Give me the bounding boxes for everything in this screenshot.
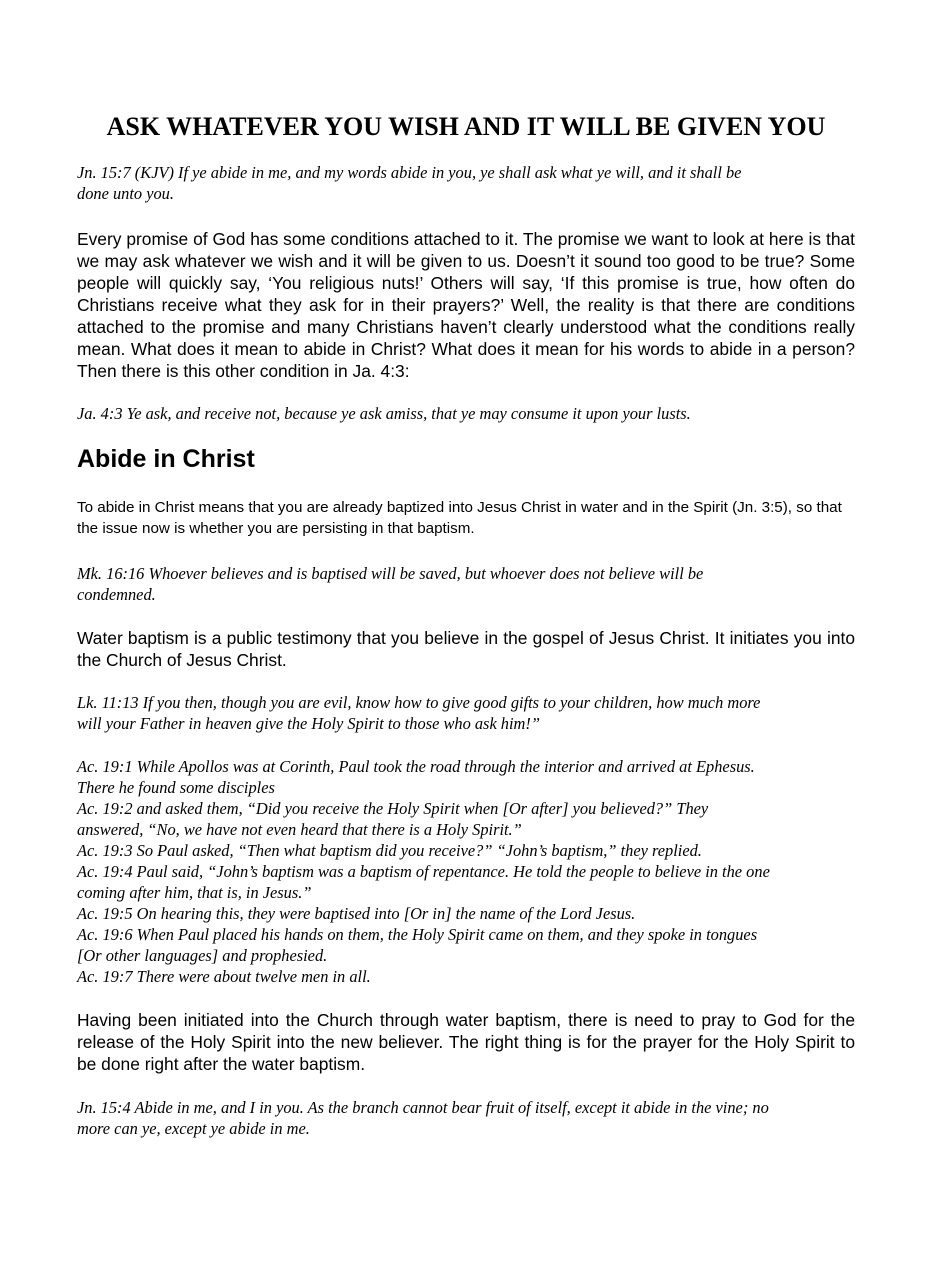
- verse-line: Ja. 4:3 Ye ask, and receive not, because ye ask amiss, that ye may consume it upon your lusts.: [77, 404, 691, 423]
- water-baptism-paragraph: Water baptism is a public testimony that you believe in the gospel of Jesus Christ. It initiates you into the Church of Jesus Christ.: [77, 628, 855, 670]
- verse-line: Ac. 19:5 On hearing this, they were baptised into [Or in] the name of the Lord Jesus.: [77, 904, 636, 923]
- verse-line: Ac. 19:4 Paul said, “John’s baptism was a baptism of repentance. He told the people to believe in the one: [77, 862, 770, 881]
- verse-line: more can ye, except ye abide in me.: [77, 1119, 310, 1138]
- verse-line: coming after him, that is, in Jesus.”: [77, 883, 312, 902]
- verse-line: will your Father in heaven give the Holy Spirit to those who ask him!”: [77, 714, 540, 733]
- verse-line: Mk. 16:16 Whoever believes and is baptised will be saved, but whoever does not believe will be: [77, 564, 704, 583]
- verse-lk-11-13: [77, 692, 855, 734]
- verse-line: Lk. 11:13 If you then, though you are evil, know how to give good gifts to your children, how much more: [77, 693, 761, 712]
- verse-line: Jn. 15:7 (KJV) If ye abide in me, and my words abide in you, ye shall ask what ye will, and it shall be: [77, 163, 742, 182]
- verse-jn-15-4: [77, 1097, 855, 1139]
- verse-line: [Or other languages] and prophesied.: [77, 946, 328, 965]
- verse-line: Ac. 19:2 and asked them, “Did you receive the Holy Spirit when [Or after] you believed?” They: [77, 799, 709, 818]
- verse-line: Ac. 19:1 While Apollos was at Corinth, Paul took the road through the interior and arrived at Ephesus.: [77, 757, 755, 776]
- verse-line: Jn. 15:4 Abide in me, and I in you. As the branch cannot bear fruit of itself, except it abide in the vine; no: [77, 1098, 769, 1117]
- section-heading-abide-in-christ: Abide in Christ: [77, 445, 255, 473]
- verse-ac-19-1-7: [77, 756, 855, 987]
- verse-line: done unto you.: [77, 184, 174, 203]
- verse-mk-16-16: [77, 563, 855, 605]
- verse-line: answered, “No, we have not even heard that there is a Holy Spirit.”: [77, 820, 522, 839]
- intro-paragraph: Every promise of God has some conditions attached to it. The promise we want to look at here is that we may ask whatever we wish and it will be given to us. Doesn’t it sound too good to be true? Some people will quickly say, ‘You religious nuts!’ Others will say, ‘If this promise is true, how often do Christians receive what they ask for in their prayers?’ Well, the reality is that there are conditions attached to the promise and many Christians haven’t clearly understood what the conditions really mean. What does it mean to abide in Christ? What does it mean for his words to abide in a person? Then there is this other condition in Ja. 4:3:: [77, 229, 855, 381]
- verse-line: condemned.: [77, 585, 156, 604]
- verse-ja-4-3: [77, 403, 855, 424]
- verse-line: Ac. 19:6 When Paul placed his hands on them, the Holy Spirit came on them, and they spoke in tongues: [77, 925, 758, 944]
- holy-spirit-prayer-paragraph: Having been initiated into the Church through water baptism, there is need to pray to God for the release of the Holy Spirit into the new believer. The right thing is for the prayer for the Holy Spirit to be done right after the water baptism.: [77, 1010, 855, 1074]
- document-title: ASK WHATEVER YOU WISH AND IT WILL BE GIVEN YOU: [106, 112, 826, 141]
- verse-jn-15-7: [77, 162, 855, 204]
- verse-line: There he found some disciples: [77, 778, 275, 797]
- verse-line: Ac. 19:7 There were about twelve men in all.: [77, 967, 371, 986]
- abide-definition-paragraph: To abide in Christ means that you are already baptized into Jesus Christ in water and in the Spirit (Jn. 3:5), so that the issue now is whether you are persisting in that baptism.: [77, 499, 842, 537]
- verse-line: Ac. 19:3 So Paul asked, “Then what baptism did you receive?” “John’s baptism,” they replied.: [77, 841, 702, 860]
